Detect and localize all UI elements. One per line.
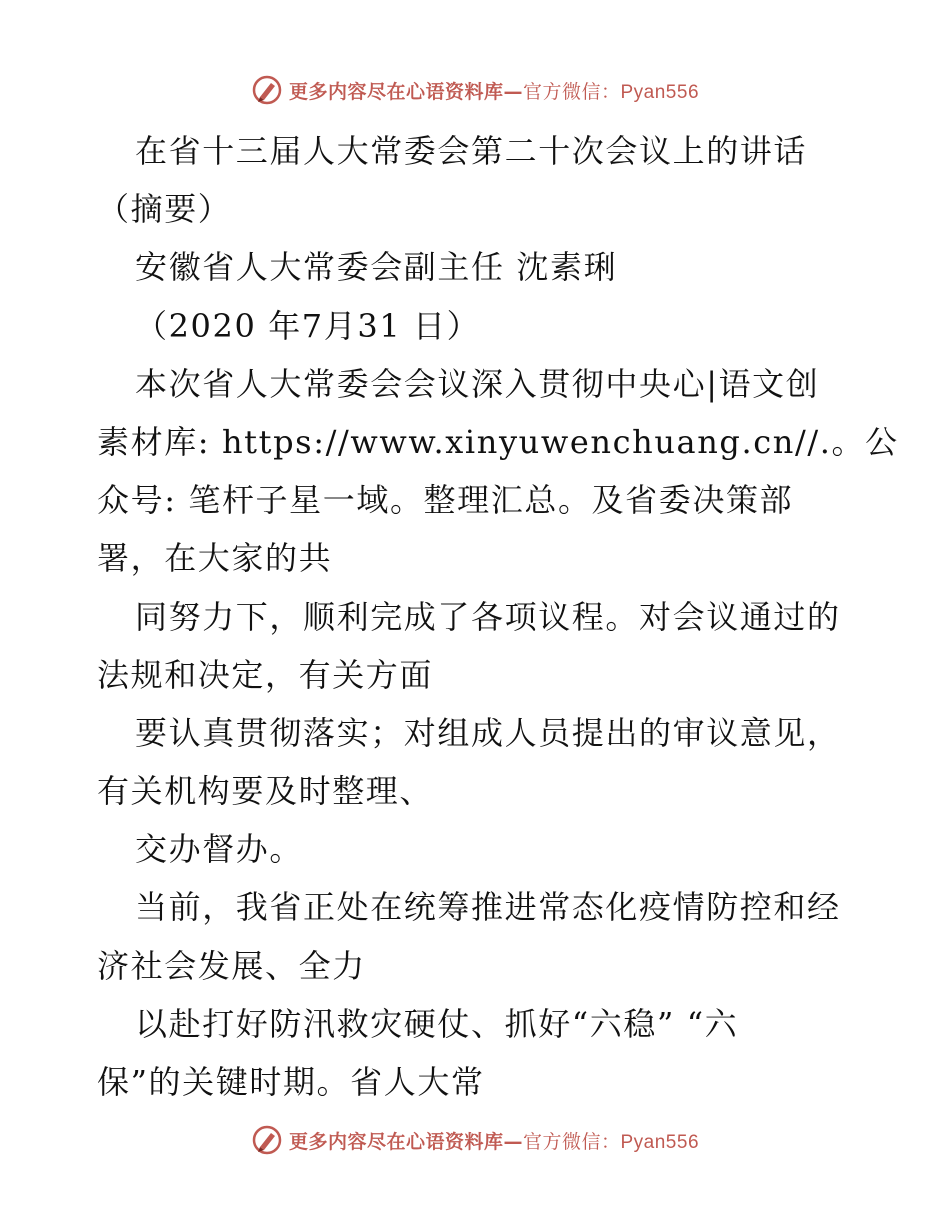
footer-watermark-text (289, 1127, 699, 1154)
footer-watermark-prefix: 更多内容尽在心语资料库— (288, 1130, 523, 1153)
speaker-line: 安徽省人大常委会副主任 沈素琍 (135, 248, 618, 287)
footer-watermark-id: Pyan556 (620, 1131, 700, 1153)
footer-watermark-label: 官方微信： (522, 1130, 621, 1153)
speech-title: 在省十三届人大常委会第二十次会议上的讲话 (135, 132, 808, 170)
body-line: 同努力下，顺利完成了各项议程。对会议通过的 (135, 597, 841, 636)
body-line: 济社会发展、全力 (97, 946, 366, 985)
date-line: （2020 年7月31 日） (135, 306, 481, 345)
header-watermark-id: Pyan556 (620, 81, 700, 103)
pen-logo-icon (251, 74, 283, 106)
header-watermark-prefix: 更多内容尽在心语资料库— (288, 80, 523, 103)
header-watermark-text (289, 77, 699, 104)
body-line-url: 素材库: https://www.xinyuwenchuang.cn//.。公 (97, 422, 899, 461)
body-line: 署，在大家的共 (97, 539, 333, 578)
speech-subtitle: （摘要） (97, 190, 232, 229)
body-line: 有关机构要及时整理、 (97, 772, 434, 811)
header-watermark-label: 官方微信： (522, 80, 621, 103)
body-line: 本次省人大常委会会议深入贯彻中央心|语文创 (135, 364, 820, 403)
body-line: 保”的关键时期。省人大常 (97, 1063, 485, 1101)
body-line: 法规和决定，有关方面 (97, 655, 434, 694)
body-line: 以赴打好防汛救灾硬仗、抓好“六稳” “六 (135, 1004, 739, 1043)
body-line: 众号: 笔杆子星一域。整理汇总。及省委决策部 (97, 481, 794, 520)
pen-logo-icon (251, 1124, 283, 1156)
body-line: 要认真贯彻落实；对组成人员提出的审议意见， (135, 713, 841, 752)
body-line: 交办督办。 (135, 830, 304, 869)
body-line: 当前，我省正处在统筹推进常态化疫情防控和经 (135, 888, 841, 927)
footer-watermark-banner (0, 1120, 950, 1160)
header-watermark-banner (0, 70, 950, 110)
document-body (97, 122, 899, 1111)
